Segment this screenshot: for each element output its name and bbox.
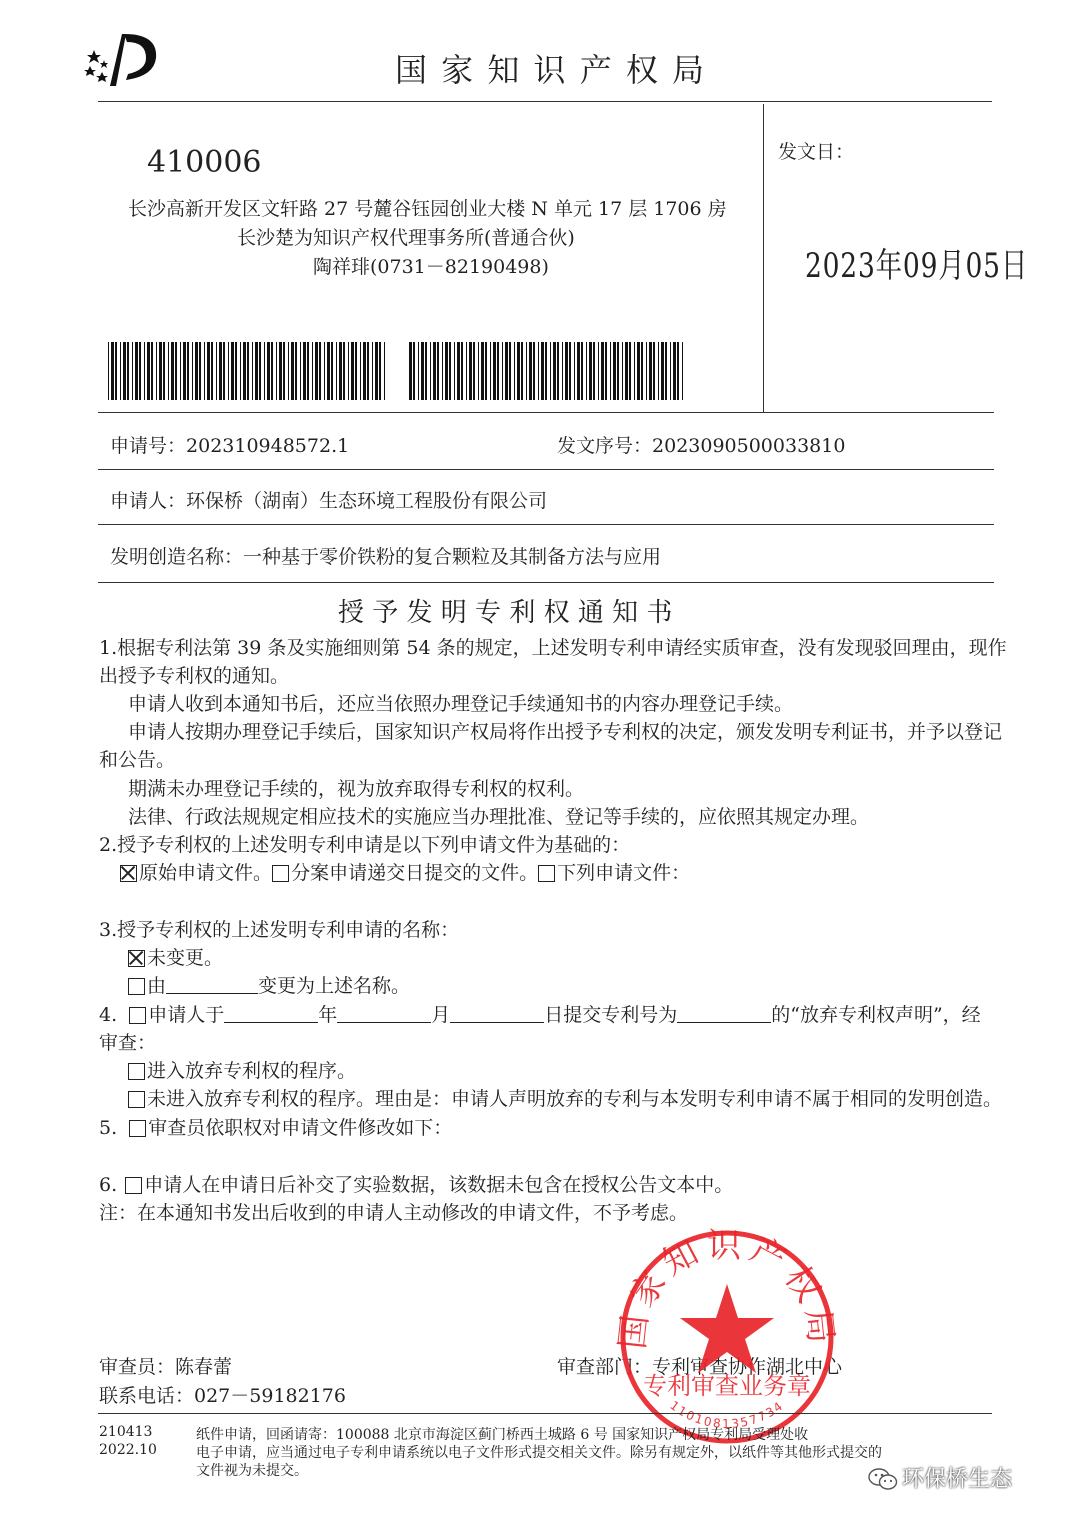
- barcode-bar: [327, 342, 330, 400]
- section-3: 3.授予专利权的上述发明专利申请的名称：: [99, 919, 460, 941]
- option-listed-docs: 下列申请文件：: [557, 862, 691, 884]
- barcode-bar: [151, 342, 153, 400]
- barcode-bar: [159, 342, 162, 400]
- barcode-bar: [247, 342, 249, 400]
- barcode-bar: [351, 342, 354, 400]
- barcode-bar: [363, 342, 366, 400]
- checkbox-not-enter-abandon[interactable]: [128, 1091, 145, 1108]
- barcode-bar: [430, 342, 431, 400]
- barcode-bar: [449, 342, 451, 400]
- section-4-opt2: [128, 1084, 1002, 1111]
- checkbox-original-docs[interactable]: [120, 865, 137, 882]
- barcode-bar: [529, 342, 532, 400]
- barcode-bar: [466, 342, 467, 400]
- barcode-bar: [565, 342, 568, 400]
- barcode-bar: [108, 342, 109, 400]
- barcode-bar: [127, 342, 129, 400]
- barcode-bar: [442, 342, 443, 400]
- barcode-bar: [421, 342, 424, 400]
- form-version: 2022.10: [99, 1442, 157, 1458]
- option-original-docs: 原始申请文件。: [139, 862, 273, 884]
- barcode-bar: [115, 342, 117, 400]
- barcode-bar: [545, 342, 547, 400]
- barcode-bar: [610, 342, 611, 400]
- barcode-bar: [646, 342, 647, 400]
- applicant-name: 环保桥（湖南）生态环境工程股份有限公司: [186, 490, 548, 512]
- s4-d: 日提交专利号为: [544, 1004, 678, 1026]
- barcode-bar: [123, 342, 126, 400]
- title-label: 发明创造名称：: [110, 546, 244, 568]
- option-supplementary-data: 申请人在申请日后补交了实验数据，该数据未包含在授权公告文本中。: [144, 1174, 734, 1196]
- barcode-bar: [581, 342, 583, 400]
- barcode-bar: [339, 342, 342, 400]
- barcode-bar: [295, 342, 297, 400]
- barcode-bar: [622, 342, 623, 400]
- barcode-bar: [132, 342, 133, 400]
- barcode-bar: [593, 342, 595, 400]
- barcode-bar: [187, 342, 189, 400]
- barcode-bar: [485, 342, 487, 400]
- checkbox-examiner-amend[interactable]: [129, 1120, 146, 1137]
- barcode-bar: [183, 342, 186, 400]
- serial-row: [557, 431, 845, 458]
- rule-4: [98, 582, 994, 583]
- barcode-bar: [586, 342, 587, 400]
- barcode-bar: [288, 342, 289, 400]
- barcode-bar: [637, 342, 640, 400]
- invention-title: 一种基于零价铁粉的复合颗粒及其制备方法与应用: [243, 546, 662, 568]
- footer-line-2: 电子申请，应当通过电子专利申请系统以电子文件形式提交相关文件。除另有规定外，以纸件等其他形式提交的: [196, 1445, 882, 1461]
- section-3-opt2: [128, 971, 410, 998]
- barcode-bar: [139, 342, 141, 400]
- barcode-right: [409, 342, 684, 400]
- section-2: 2.授予专利权的上述发明专利申请是以下列申请文件为基础的：: [99, 834, 631, 856]
- option-name-changed-a: 由: [147, 975, 167, 997]
- barcode-bar: [283, 342, 285, 400]
- barcode-bar: [315, 342, 318, 400]
- dispatch-date: 2023年09月05日: [805, 246, 1029, 286]
- barcode-bar: [135, 342, 138, 400]
- barcode-bar: [291, 342, 294, 400]
- barcode-bar: [649, 342, 652, 400]
- barcode-bar: [252, 342, 253, 400]
- section-4-f: 审查：: [99, 1032, 157, 1054]
- barcode-bar: [271, 342, 273, 400]
- footer-line-1: 纸件申请，回函请寄：100088 北京市海淀区蓟门桥西土城路 6 号 国家知识产权局专利局受理处收: [196, 1427, 809, 1443]
- checkbox-abandon-declaration[interactable]: [129, 1007, 146, 1024]
- barcode-bar: [168, 342, 169, 400]
- address: 长沙高新开发区文轩路 27 号麓谷钰园创业大楼 N 单元 17 层 1706 房: [128, 198, 727, 220]
- blank-old-name[interactable]: [166, 977, 258, 994]
- barcode-bar: [192, 342, 193, 400]
- barcode-bar: [665, 342, 667, 400]
- barcode-bar: [348, 342, 349, 400]
- wechat-watermark: [868, 1462, 1012, 1493]
- barcode-bar: [195, 342, 198, 400]
- barcode-bar: [219, 342, 222, 400]
- barcode-bar: [207, 342, 210, 400]
- barcode-bar: [264, 342, 265, 400]
- barcode-bar: [216, 342, 217, 400]
- s4-e: 的“放弃专利权声明”，经: [771, 1004, 981, 1026]
- barcode-bar: [425, 342, 427, 400]
- app-no-row: [110, 431, 349, 458]
- rule-2: [98, 469, 994, 470]
- barcode-bar: [111, 342, 114, 400]
- barcode-bar: [379, 342, 381, 400]
- header-rule: [98, 101, 992, 102]
- barcode-bar: [634, 342, 635, 400]
- section-5-num: 5.: [99, 1117, 118, 1139]
- applicant-label: 申请人：: [110, 490, 187, 512]
- barcode-bar: [550, 342, 551, 400]
- barcode-bar: [574, 342, 575, 400]
- barcode-bar: [300, 342, 301, 400]
- barcode-bar: [372, 342, 373, 400]
- section-6-num: 6.: [99, 1174, 118, 1196]
- barcode-bar: [629, 342, 631, 400]
- para-4: 期满未办理登记手续的，视为放弃取得专利权的权利。: [128, 778, 585, 800]
- barcode-bar: [243, 342, 246, 400]
- barcode-bar: [653, 342, 655, 400]
- s4-c: 月: [431, 1004, 451, 1026]
- barcode-bar: [677, 342, 679, 400]
- footer-line-3: 文件视为未提交。: [196, 1463, 308, 1479]
- form-code: 210413: [99, 1424, 153, 1440]
- barcode-bar: [240, 342, 241, 400]
- checkbox-listed-docs[interactable]: [538, 865, 555, 882]
- section-5: [99, 1113, 452, 1140]
- barcode-bar: [163, 342, 165, 400]
- barcode-bar: [418, 342, 419, 400]
- barcode-bar: [473, 342, 475, 400]
- barcode-bar: [223, 342, 225, 400]
- barcode-bar: [276, 342, 277, 400]
- barcode-bar: [437, 342, 439, 400]
- barcode-bar: [454, 342, 455, 400]
- barcode-bar: [502, 342, 503, 400]
- header-divider: [763, 104, 764, 412]
- examiner: 审查员：陈春蕾: [99, 1356, 233, 1378]
- s4-b: 年: [318, 1004, 338, 1026]
- checkbox-name-changed[interactable]: [128, 978, 145, 995]
- examiner-phone: 联系电话：027－59182176: [99, 1385, 346, 1407]
- exam-dept: 审查部门：专利审查协作湖北中心: [557, 1356, 843, 1378]
- app-no-label: 申请号：: [110, 435, 187, 457]
- barcode-bar: [312, 342, 313, 400]
- blank-month[interactable]: [337, 1006, 431, 1023]
- barcode-bar: [562, 342, 563, 400]
- barcode-bar: [307, 342, 309, 400]
- barcode-bar: [641, 342, 643, 400]
- section-2-options: [120, 858, 690, 885]
- barcode-bar: [461, 342, 463, 400]
- para-2: 申请人收到本通知书后，还应当依照办理登记手续通知书的内容办理登记手续。: [128, 693, 794, 715]
- contact: 陶祥琲(0731－82190498): [313, 256, 549, 278]
- barcode-bar: [553, 342, 556, 400]
- postal-code: 410006: [147, 145, 262, 180]
- svg-text:国家知识产权局: 国家知识产权局: [612, 1225, 842, 1352]
- barcode-bar: [336, 342, 337, 400]
- barcode-bar: [255, 342, 258, 400]
- para-1a: 1.根据专利法第 39 条及实施细则第 54 条的规定，上述发明专利申请经实质审查，没有发现驳回理由，现作: [99, 637, 1007, 659]
- para-3b: 和公告。: [99, 749, 176, 771]
- app-no: 202310948572.1: [186, 435, 350, 457]
- barcode-bar: [331, 342, 333, 400]
- option-name-changed-b: 变更为上述名称。: [258, 975, 411, 997]
- wechat-icon: [868, 1467, 898, 1491]
- barcode-bar: [231, 342, 234, 400]
- barcode-bar: [375, 342, 378, 400]
- barcode-bar: [661, 342, 664, 400]
- barcode-bar: [228, 342, 229, 400]
- serial-label: 发文序号：: [557, 435, 653, 457]
- barcode-bar: [541, 342, 544, 400]
- svg-text:1101081357734: 1101081357734: [667, 1398, 787, 1431]
- barcode-bar: [171, 342, 174, 400]
- para-3a: 申请人按期办理登记手续后，国家知识产权局将作出授予专利权的决定，颁发发明专利证书，并予以登记: [128, 721, 1003, 743]
- barcode-bar: [673, 342, 676, 400]
- barcode-bar: [204, 342, 205, 400]
- barcode-bar: [490, 342, 491, 400]
- barcode-bar: [625, 342, 628, 400]
- barcode-bar: [569, 342, 571, 400]
- barcode-bar: [577, 342, 580, 400]
- barcode-bar: [457, 342, 460, 400]
- barcode-bar: [324, 342, 325, 400]
- para-5: 法律、行政法规规定相应技术的实施应当办理批准、登记等手续的，应依照其规定办理。: [128, 806, 870, 828]
- barcode-bar: [509, 342, 511, 400]
- option-enter-abandon: 进入放弃专利权的程序。: [147, 1060, 357, 1082]
- option-not-enter-abandon: 未进入放弃专利权的程序。理由是：申请人声明放弃的专利与本发明专利申请不属于相同的发明创造。: [147, 1088, 1003, 1110]
- barcode-bar: [469, 342, 472, 400]
- barcode-bar: [478, 342, 479, 400]
- barcode-bar: [355, 342, 357, 400]
- barcode-bar: [514, 342, 515, 400]
- dispatch-label: 发文日：: [778, 141, 855, 163]
- barcode-bar: [147, 342, 150, 400]
- official-seal: [612, 1222, 842, 1452]
- barcode-bar: [505, 342, 508, 400]
- section-3-opt1: [128, 943, 223, 970]
- office-title: 国 家 知 识 产 权 局: [395, 51, 707, 89]
- section-4-line: [99, 1000, 981, 1027]
- option-divisional-docs: 分案申请递交日提交的文件。: [291, 862, 539, 884]
- barcode-bar: [589, 342, 592, 400]
- barcode-bar: [493, 342, 496, 400]
- checkbox-supplementary-data[interactable]: [125, 1177, 142, 1194]
- rule-3: [98, 524, 994, 525]
- watermark-text: 环保桥生态: [902, 1467, 1013, 1492]
- option-examiner-amend: 审查员依职权对申请文件修改如下：: [148, 1117, 453, 1139]
- barcode-bar: [617, 342, 619, 400]
- barcode-bar: [682, 342, 683, 400]
- checkbox-name-unchanged[interactable]: [128, 950, 145, 967]
- cnipa-logo: [80, 28, 164, 90]
- barcode-bar: [445, 342, 448, 400]
- serial-no: 2023090500033810: [652, 435, 846, 457]
- barcode-bar: [303, 342, 306, 400]
- barcode-bar: [319, 342, 321, 400]
- checkbox-enter-abandon[interactable]: [128, 1063, 145, 1080]
- section-4-opt1: [128, 1056, 356, 1083]
- barcode-bar: [598, 342, 599, 400]
- para-1b: 出授予专利权的通知。: [99, 665, 290, 687]
- barcode-left: [108, 342, 388, 400]
- barcode-bar: [343, 342, 345, 400]
- barcode-bar: [601, 342, 604, 400]
- note: 注：在本通知书发出后收到的申请人主动修改的申请文件，不予考虑。: [99, 1202, 689, 1224]
- applicant-row: [110, 486, 547, 513]
- barcode-bar: [497, 342, 499, 400]
- barcode-bar: [120, 342, 121, 400]
- barcode-bar: [175, 342, 177, 400]
- footer-rule: [98, 1413, 992, 1414]
- barcode-bar: [267, 342, 270, 400]
- barcode-bar: [180, 342, 181, 400]
- s4-a: 申请人于: [148, 1004, 225, 1026]
- barcode-bar: [481, 342, 484, 400]
- barcode-bar: [156, 342, 157, 400]
- barcode-bar: [409, 342, 412, 400]
- blank-year[interactable]: [224, 1006, 318, 1023]
- barcode-bar: [605, 342, 607, 400]
- notice-title: 授 予 发 明 专 利 权 通 知 书: [338, 598, 673, 628]
- section-6: [99, 1170, 733, 1197]
- barcode-bar: [279, 342, 282, 400]
- barcode-bar: [658, 342, 659, 400]
- barcode-bar: [144, 342, 145, 400]
- barcode-bar: [670, 342, 671, 400]
- blank-day[interactable]: [450, 1006, 544, 1023]
- rule-1: [98, 412, 994, 413]
- section-4-num: 4.: [99, 1004, 118, 1026]
- barcode-bar: [613, 342, 616, 400]
- svg-text:专利审查业务章: 专利审查业务章: [643, 1372, 811, 1400]
- barcode-bar: [526, 342, 527, 400]
- barcode-bar: [360, 342, 361, 400]
- barcode-bar: [384, 342, 385, 400]
- blank-patent-no[interactable]: [677, 1006, 771, 1023]
- barcode-bar: [433, 342, 436, 400]
- barcode-bar: [367, 342, 369, 400]
- barcode-bar: [259, 342, 261, 400]
- barcode-bar: [557, 342, 559, 400]
- barcode-bar: [235, 342, 237, 400]
- barcode-bar: [211, 342, 213, 400]
- barcode-bar: [413, 342, 415, 400]
- barcode-bar: [533, 342, 535, 400]
- option-name-unchanged: 未变更。: [147, 947, 224, 969]
- barcode-bar: [199, 342, 201, 400]
- checkbox-divisional-docs[interactable]: [272, 865, 289, 882]
- agency: 长沙楚为知识产权代理事务所(普通合伙): [237, 227, 575, 249]
- barcode-bar: [517, 342, 520, 400]
- title-row: [110, 542, 661, 569]
- barcode-bar: [521, 342, 523, 400]
- barcode-bar: [538, 342, 539, 400]
